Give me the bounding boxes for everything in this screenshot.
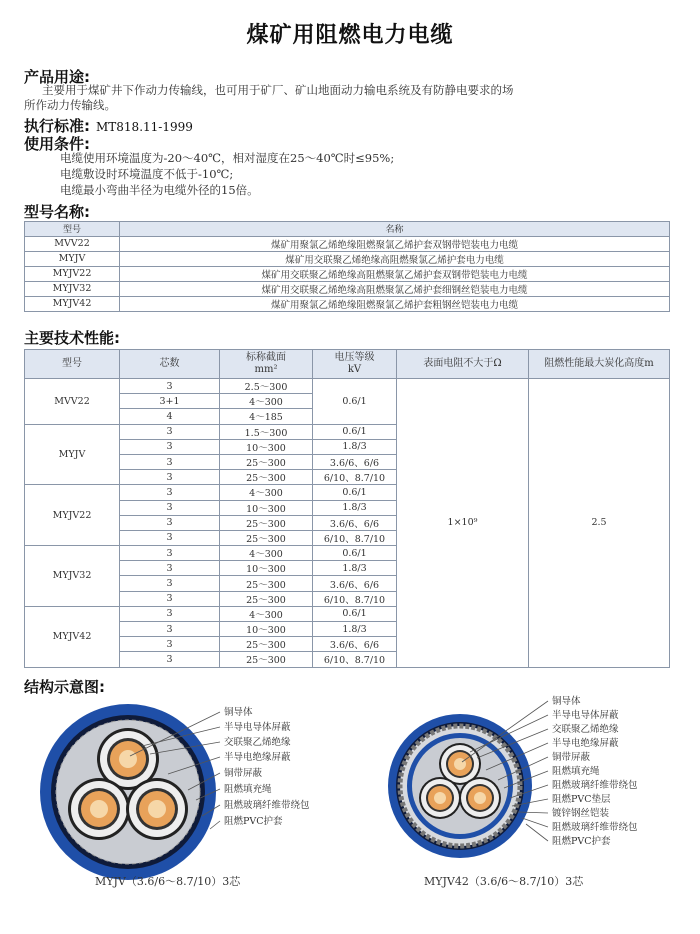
specs-col-resistance: 表面电阻不大于Ω [397, 350, 529, 379]
cores-cell: 3 [120, 591, 220, 606]
label-xlpe-insulation: 交联聚乙烯绝缘 [224, 737, 291, 748]
label-copper-tape-screen: 铜带屏蔽 [224, 768, 263, 779]
cores-cell: 3 [120, 500, 220, 515]
name-cell: 煤矿用聚氯乙烯绝缘阻燃聚氯乙烯护套双钢带铠装电力电缆 [120, 236, 670, 251]
label-filler-rope: 阻燃填充绳 [224, 784, 272, 795]
model-cell: MYJV42 [25, 296, 120, 311]
label-semicon-insulation-screen: 半导电绝缘屏蔽 [552, 738, 619, 749]
area-cell: 4～300 [220, 546, 313, 561]
model-cell: MYJV22 [25, 266, 120, 281]
group-model-cell: MYJV32 [25, 546, 120, 607]
voltage-cell: 0.6/1 [313, 379, 397, 425]
page-title: 煤矿用阻燃电力电缆 [246, 23, 454, 48]
area-cell: 25～300 [220, 515, 313, 530]
specs-table [24, 349, 670, 668]
models-col-name: 名称 [120, 222, 670, 237]
area-cell: 25～300 [220, 470, 313, 485]
table-row [25, 379, 670, 394]
area-cell: 25～300 [220, 576, 313, 591]
voltage-cell: 6/10、8.7/10 [313, 652, 397, 667]
caption-myjv: MYJV（3.6/6～8.7/10）3芯 [95, 875, 241, 888]
cores-cell: 3 [120, 546, 220, 561]
cores-cell: 3+1 [120, 394, 220, 409]
area-cell: 10～300 [220, 500, 313, 515]
voltage-cell: 3.6/6、6/6 [313, 637, 397, 652]
area-cell: 25～300 [220, 652, 313, 667]
voltage-cell: 3.6/6、6/6 [313, 515, 397, 530]
label-semicon-conductor-screen: 半导电导体屏蔽 [552, 710, 619, 721]
cores-cell: 3 [120, 470, 220, 485]
cores-cell: 3 [120, 637, 220, 652]
area-cell: 4～185 [220, 409, 313, 424]
cores-cell: 3 [120, 454, 220, 469]
area-cell: 25～300 [220, 454, 313, 469]
core-2 [68, 778, 130, 840]
name-cell: 煤矿用聚氯乙烯绝缘阻燃聚氯乙烯护套粗钢丝铠装电力电缆 [120, 296, 670, 311]
area-cell: 10～300 [220, 439, 313, 454]
core-3 [126, 778, 188, 840]
voltage-cell: 0.6/1 [313, 606, 397, 621]
models-heading: 型号名称: [24, 203, 90, 221]
voltage-cell: 1.8/3 [313, 439, 397, 454]
cores-cell: 3 [120, 606, 220, 621]
voltage-cell: 1.8/3 [313, 500, 397, 515]
group-model-cell: MYJV22 [25, 485, 120, 546]
specs-col-flame: 阻燃性能最大炭化高度m [529, 350, 670, 379]
structure-diagram [0, 694, 700, 934]
table-row [25, 266, 670, 281]
voltage-header-label: 电压等级 [334, 352, 375, 363]
label-pvc-sheath: 阻燃PVC护套 [224, 816, 283, 827]
area-cell: 2.5～300 [220, 379, 313, 394]
table-row [25, 296, 670, 311]
core-3 [459, 777, 501, 819]
usage-text-line1: 主要用于煤矿井下作动力传输线，也可用于矿厂、矿山地面动力输电系统及有防静电要求的场 [42, 83, 514, 97]
models-table [24, 221, 670, 312]
cores-cell: 3 [120, 576, 220, 591]
voltage-cell: 3.6/6、6/6 [313, 454, 397, 469]
label-filler-rope: 阻燃填充绳 [552, 766, 600, 777]
cores-cell: 3 [120, 530, 220, 545]
cable-cross-section-myjv [40, 704, 216, 880]
models-col-model: 型号 [25, 222, 120, 237]
label-glass-fiber-tape: 阻燃玻璃纤维带绕包 [552, 780, 638, 791]
label-pvc-bedding: 阻燃PVC垫层 [552, 794, 611, 805]
voltage-cell: 0.6/1 [313, 546, 397, 561]
voltage-cell: 6/10、8.7/10 [313, 470, 397, 485]
specs-col-voltage [313, 350, 397, 379]
area-cell: 4～300 [220, 606, 313, 621]
group-model-cell: MVV22 [25, 379, 120, 425]
standard-value: MT818.11-1999 [96, 120, 193, 134]
model-cell: MYJV [25, 251, 120, 266]
cores-cell: 3 [120, 652, 220, 667]
diagram-heading: 结构示意图: [24, 678, 105, 696]
labels-right [552, 695, 638, 847]
area-cell: 4～300 [220, 394, 313, 409]
cable-cross-section-myjv42 [388, 714, 532, 858]
condition-item-2: 电缆敷设时环境温度不低于-10℃; [60, 167, 234, 181]
condition-item-3: 电缆最小弯曲半径为电缆外径的15倍。 [60, 183, 259, 197]
table-row [25, 251, 670, 266]
area-cell: 25～300 [220, 591, 313, 606]
labels-left [224, 706, 310, 827]
area-cell: 1.5～300 [220, 424, 313, 439]
label-semicon-insulation-screen: 半导电绝缘屏蔽 [224, 752, 291, 763]
group-model-cell: MYJV42 [25, 606, 120, 667]
specs-col-model: 型号 [25, 350, 120, 379]
core-2 [419, 777, 461, 819]
specs-col-cores: 芯数 [120, 350, 220, 379]
model-cell: MYJV32 [25, 281, 120, 296]
voltage-cell: 6/10、8.7/10 [313, 591, 397, 606]
area-cell: 4～300 [220, 485, 313, 500]
cores-cell: 3 [120, 515, 220, 530]
group-model-cell: MYJV [25, 424, 120, 485]
voltage-header-unit: kV [347, 364, 362, 375]
voltage-cell: 6/10、8.7/10 [313, 530, 397, 545]
conditions-heading: 使用条件: [24, 135, 90, 153]
standard-heading-label: 执行标准: [24, 117, 90, 135]
voltage-cell: 0.6/1 [313, 485, 397, 500]
label-semicon-conductor-screen: 半导电导体屏蔽 [224, 722, 291, 733]
area-cell: 25～300 [220, 530, 313, 545]
name-cell: 煤矿用交联聚乙烯绝缘高阻燃聚氯乙烯护套双钢带铠装电力电缆 [120, 266, 670, 281]
cores-cell: 3 [120, 424, 220, 439]
label-copper-conductor: 铜导体 [224, 707, 253, 718]
label-copper-tape-screen: 铜带屏蔽 [552, 752, 591, 763]
usage-heading: 产品用途: [24, 68, 90, 86]
label-steel-wire-armour: 镀锌钢丝铠装 [552, 808, 610, 819]
model-cell: MVV22 [25, 236, 120, 251]
voltage-cell: 0.6/1 [313, 424, 397, 439]
cores-cell: 3 [120, 485, 220, 500]
label-copper-conductor: 铜导体 [552, 696, 581, 707]
area-cell: 10～300 [220, 622, 313, 637]
flame-cell: 2.5 [529, 379, 670, 668]
area-header-unit: mm² [254, 364, 278, 375]
name-cell: 煤矿用交联聚乙烯绝缘高阻燃聚氯乙烯护套电力电缆 [120, 251, 670, 266]
voltage-cell: 3.6/6、6/6 [313, 576, 397, 591]
cores-cell: 3 [120, 379, 220, 394]
label-glass-fiber-tape: 阻燃玻璃纤维带绕包 [224, 800, 310, 811]
condition-item-1: 电缆使用环境温度为-20～40℃，相对湿度在25～40℃时≤95%; [60, 151, 395, 165]
resistance-cell: 1×10⁹ [397, 379, 529, 668]
area-cell: 25～300 [220, 637, 313, 652]
cores-cell: 3 [120, 561, 220, 576]
specs-heading: 主要技术性能: [24, 329, 120, 347]
area-cell: 10～300 [220, 561, 313, 576]
caption-myjv42: MYJV42（3.6/6～8.7/10）3芯 [424, 875, 584, 888]
voltage-cell: 1.8/3 [313, 561, 397, 576]
label-pvc-sheath: 阻燃PVC护套 [552, 836, 611, 847]
cores-cell: 4 [120, 409, 220, 424]
table-row [25, 236, 670, 251]
specs-col-area [220, 350, 313, 379]
voltage-cell: 1.8/3 [313, 622, 397, 637]
cores-cell: 3 [120, 622, 220, 637]
usage-text-line2: 所作动力传输线。 [24, 98, 116, 112]
name-cell: 煤矿用交联聚乙烯绝缘高阻燃聚氯乙烯护套细钢丝铠装电力电缆 [120, 281, 670, 296]
cores-cell: 3 [120, 439, 220, 454]
table-row [25, 281, 670, 296]
label-glass-fiber-tape-outer: 阻燃玻璃纤维带绕包 [552, 822, 638, 833]
area-header-label: 标称截面 [246, 352, 286, 363]
label-xlpe-insulation: 交联聚乙烯绝缘 [552, 724, 619, 735]
